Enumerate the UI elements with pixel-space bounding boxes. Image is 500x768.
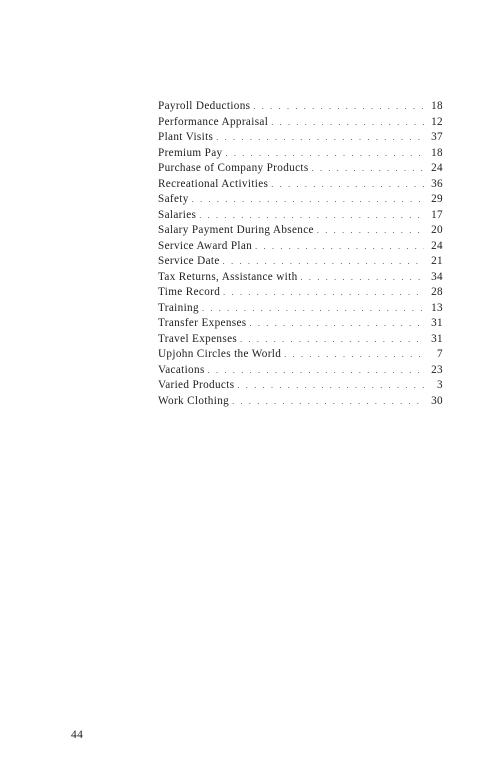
entry-page-number: 29	[431, 193, 443, 205]
entry-page-number: 24	[431, 239, 443, 252]
entry-page-number: 36	[431, 177, 443, 190]
index-entry	[158, 254, 443, 270]
entry-page-number: 18	[431, 100, 443, 112]
entry-label: Time Record	[158, 286, 221, 298]
entry-label: Service Date	[158, 255, 220, 267]
index-entry	[158, 177, 443, 193]
index-entry	[158, 316, 443, 332]
dot-leader	[301, 270, 424, 286]
dot-leader	[225, 146, 424, 162]
index-entry	[158, 347, 443, 363]
dot-leader	[253, 99, 424, 115]
entry-page-number: 20	[431, 224, 443, 236]
index-list	[158, 99, 443, 409]
dot-leader	[317, 223, 424, 239]
entry-label: Salary Payment During Absence	[158, 224, 314, 236]
entry-label: Vacations	[158, 363, 205, 376]
index-entry	[158, 285, 443, 301]
dot-leader	[237, 378, 424, 394]
index-entry	[158, 161, 443, 177]
index-entry	[158, 301, 443, 317]
entry-page-number: 18	[431, 146, 443, 159]
entry-page-number: 17	[431, 208, 443, 221]
dot-leader	[240, 332, 424, 348]
dot-leader	[216, 130, 424, 146]
entry-label: Travel Expenses	[158, 332, 238, 345]
entry-label: Tax Returns, Assistance with	[158, 270, 298, 283]
entry-page-number: 13	[431, 301, 443, 314]
index-entry	[158, 394, 443, 410]
dot-leader	[232, 394, 424, 410]
entry-label: Premium Pay	[158, 146, 223, 159]
entry-label: Varied Products	[158, 379, 235, 391]
entry-page-number: 37	[431, 131, 443, 143]
dot-leader	[199, 208, 424, 224]
entry-page-number: 31	[431, 317, 443, 329]
entry-label: Safety	[158, 193, 189, 205]
entry-page-number: 23	[431, 363, 443, 376]
dot-leader	[271, 115, 424, 131]
entry-page-number: 31	[431, 332, 443, 345]
page-number: 44	[71, 729, 84, 741]
entry-page-number: 12	[431, 115, 443, 128]
entry-label: Training	[158, 301, 199, 314]
dot-leader	[202, 301, 424, 317]
index-entry	[158, 332, 443, 348]
entry-label: Upjohn Circles the World	[158, 348, 282, 360]
entry-label: Service Award Plan	[158, 239, 253, 252]
entry-page-number: 28	[431, 286, 443, 298]
index-entry	[158, 223, 443, 239]
index-entry	[158, 192, 443, 208]
dot-leader	[192, 192, 424, 208]
index-entry	[158, 115, 443, 131]
index-entry	[158, 363, 443, 379]
dot-leader	[271, 177, 424, 193]
dot-leader	[223, 285, 424, 301]
dot-leader	[250, 316, 425, 332]
entry-label: Recreational Activities	[158, 177, 269, 190]
entry-page-number: 34	[431, 270, 443, 283]
entry-page-number: 30	[431, 394, 443, 407]
entry-page-number: 24	[431, 162, 443, 174]
dot-leader	[223, 254, 424, 270]
entry-label: Performance Appraisal	[158, 115, 269, 128]
entry-page-number: 3	[437, 379, 443, 391]
dot-leader	[284, 347, 424, 363]
index-entry	[158, 130, 443, 146]
entry-label: Purchase of Company Products	[158, 162, 309, 174]
index-entry	[158, 208, 443, 224]
dot-leader	[312, 161, 424, 177]
index-entry	[158, 270, 443, 286]
entry-label: Work Clothing	[158, 394, 230, 407]
index-entry	[158, 146, 443, 162]
dot-leader	[255, 239, 424, 255]
entry-page-number: 7	[437, 348, 443, 360]
index-entry	[158, 378, 443, 394]
entry-label: Salaries	[158, 208, 197, 221]
index-entry	[158, 239, 443, 255]
entry-label: Payroll Deductions	[158, 100, 251, 112]
entry-page-number: 21	[431, 255, 443, 267]
entry-label: Transfer Expenses	[158, 317, 247, 329]
entry-label: Plant Visits	[158, 131, 214, 143]
dot-leader	[208, 363, 424, 379]
index-entry	[158, 99, 443, 115]
